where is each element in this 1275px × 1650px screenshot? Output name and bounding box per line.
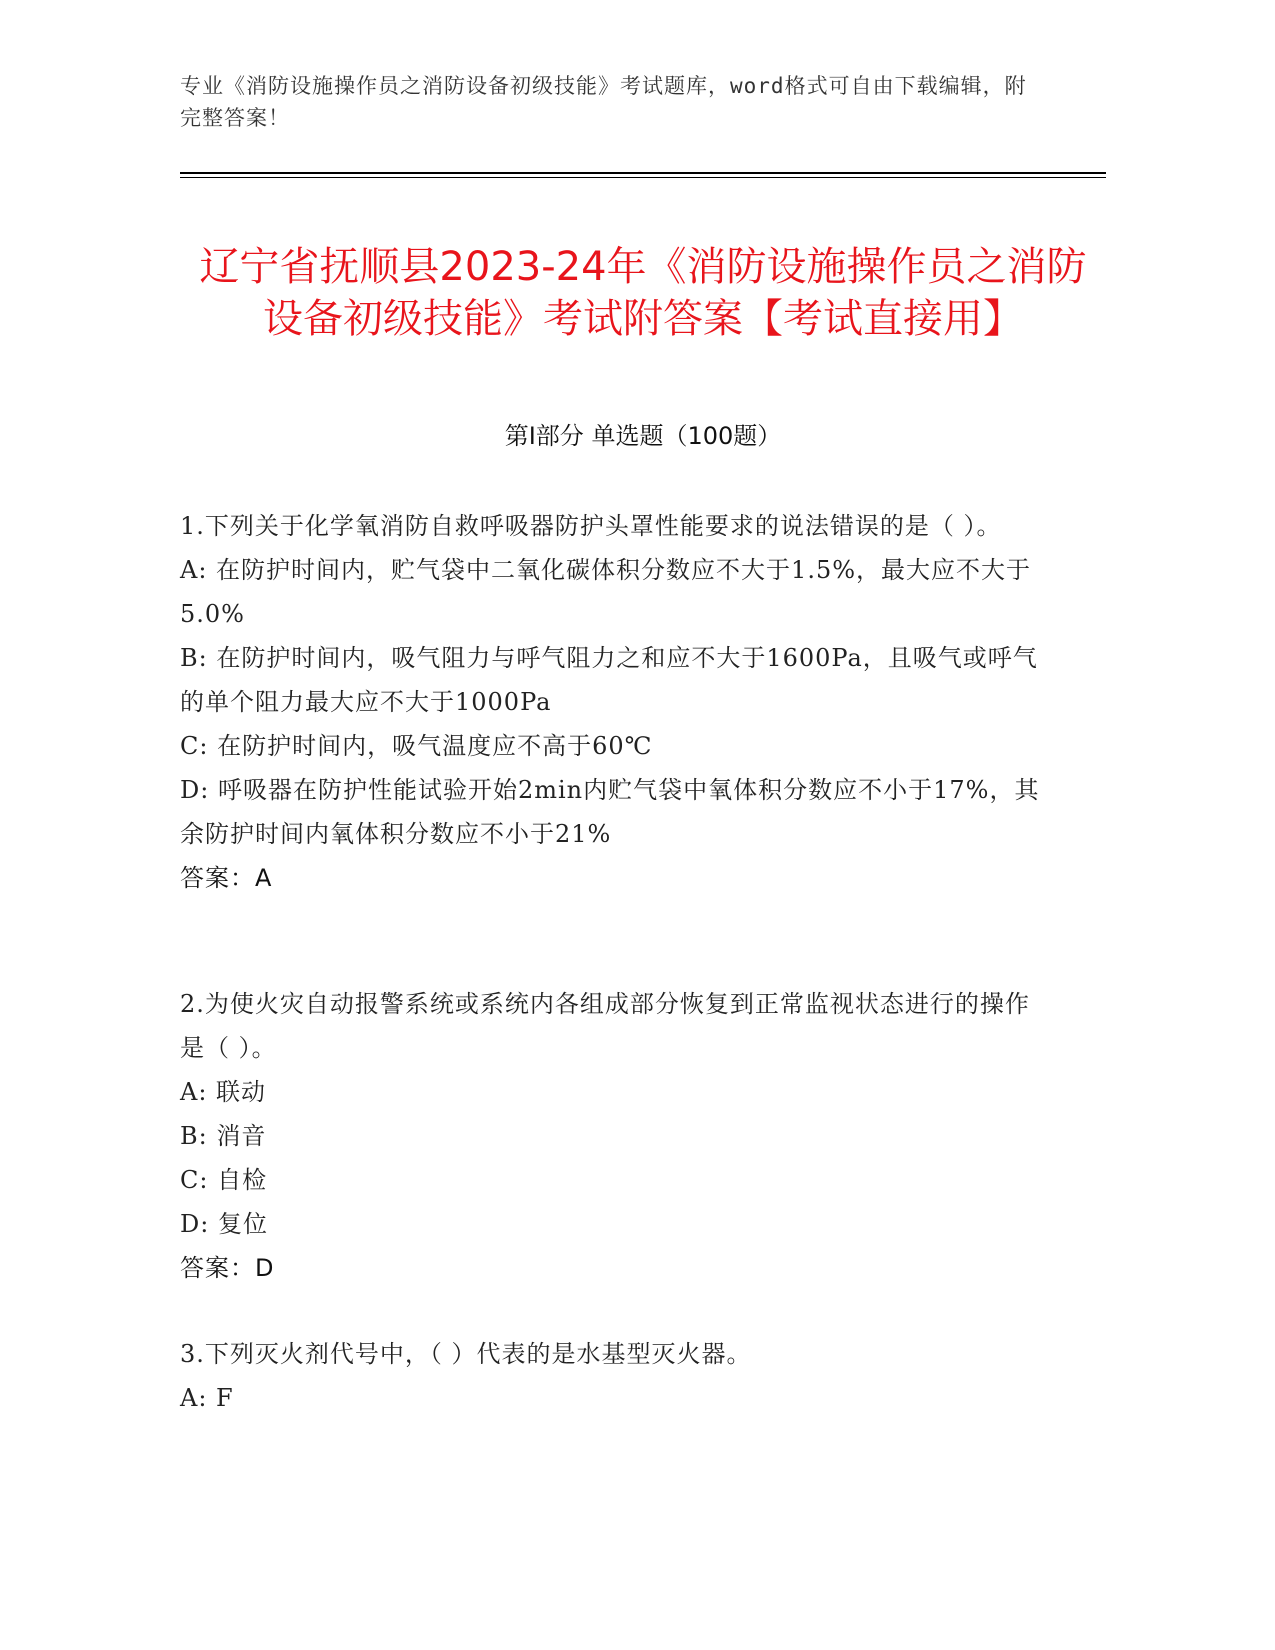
question-stem: 2.为使火灾自动报警系统或系统内各组成部分恢复到正常监视状态进行的操作是（ ）。 — [180, 990, 1030, 1062]
question-2 — [180, 982, 1040, 1290]
document-title: 辽宁省抚顺县2023-24年《消防设施操作员之消防设备初级技能》考试附答案【考试直接用】 — [199, 243, 1087, 342]
header-note: 专业《消防设施操作员之消防设备初级技能》考试题库，word格式可自由下载编辑，附完整答案！ — [180, 74, 1027, 130]
question-1 — [180, 504, 1040, 900]
header-divider-thick — [180, 172, 1106, 174]
option-c: C: 在防护时间内，吸气温度应不高于60℃ — [180, 732, 653, 760]
section-title: 第I部分 单选题（100题） — [504, 422, 782, 450]
option-b: B: 消音 — [180, 1122, 267, 1150]
question-3 — [180, 1332, 1040, 1420]
option-d: D: 呼吸器在防护性能试验开始2min内贮气袋中氧体积分数应不小于17%，其余防护时间内氧体积分数应不小于21% — [180, 776, 1040, 848]
answer-label: 答案：D — [180, 1254, 275, 1282]
question-stem: 3.下列灭火剂代号中，（ ）代表的是水基型灭火器。 — [180, 1340, 752, 1368]
answer-label: 答案：A — [180, 864, 273, 892]
option-b: B: 在防护时间内，吸气阻力与呼气阻力之和应不大于1600Pa，且吸气或呼气的单个阻力最大应不大于1000Pa — [180, 644, 1038, 716]
option-a: A: 在防护时间内，贮气袋中二氧化碳体积分数应不大于1.5%，最大应不大于5.0% — [180, 556, 1032, 628]
option-d: D: 复位 — [180, 1210, 268, 1238]
question-stem: 1.下列关于化学氧消防自救呼吸器防护头罩性能要求的说法错误的是（ ）。 — [180, 512, 1002, 540]
option-a: A: 联动 — [180, 1078, 267, 1106]
header-divider-thin — [180, 177, 1106, 178]
option-c: C: 自检 — [180, 1166, 268, 1194]
option-a: A: F — [180, 1384, 234, 1412]
